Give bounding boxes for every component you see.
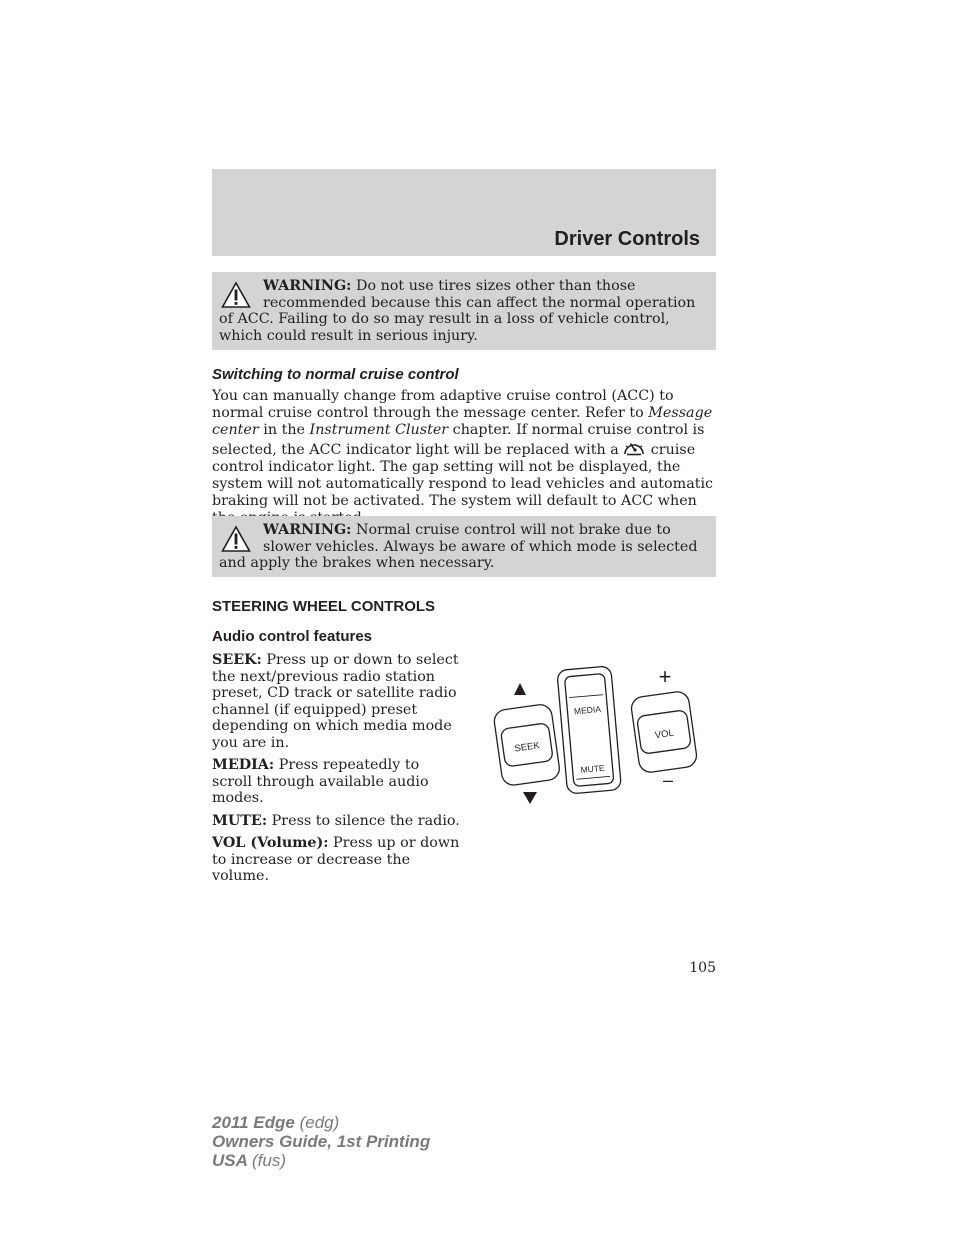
mute-label: MUTE <box>580 762 606 775</box>
mute-description <box>212 813 462 830</box>
term-label: VOL (Volume): <box>212 835 329 851</box>
footer-line <box>212 1151 430 1170</box>
subsection-heading: Switching to normal cruise control <box>212 366 459 383</box>
seek-description <box>212 652 462 751</box>
footer-region-code: (fus) <box>252 1151 286 1170</box>
vol-description <box>212 835 462 885</box>
audio-controls-description <box>212 652 462 891</box>
term-text: Press to silence the radio. <box>271 812 460 829</box>
section-title: Driver Controls <box>554 228 700 250</box>
warning-text: Do not use tires sizes other than those recommended because this can affect the normal operation of ACC. Failing to do so may result in a loss of vehicle control, which could result in serious injury. <box>219 278 696 344</box>
steering-wheel-controls-illustration <box>486 662 716 812</box>
reference-instrument-cluster: Instrument Cluster <box>309 422 449 438</box>
warning-label: WARNING: <box>263 522 352 538</box>
subsection-heading-audio: Audio control features <box>212 628 373 645</box>
document-footer <box>212 1113 430 1170</box>
warning-triangle-icon <box>221 281 251 309</box>
section-header-band <box>212 169 716 256</box>
text-run: in the <box>258 422 310 438</box>
footer-model-code: (edg) <box>299 1113 340 1132</box>
seek-up-arrow-icon <box>514 683 526 695</box>
warning-label: WARNING: <box>263 278 352 294</box>
seek-down-arrow-icon <box>523 792 537 804</box>
cruise-control-indicator-icon <box>621 439 647 459</box>
vol-label: VOL <box>654 727 675 742</box>
switching-paragraph <box>212 388 716 527</box>
volume-down-icon: – <box>662 770 674 790</box>
warning-box-tires <box>212 272 716 350</box>
term-text: Press up or down to select the next/previous radio station preset, CD track or satellite radio channel (if equipped) preset depending on which media mode you are in. <box>212 652 459 751</box>
footer-guide: Owners Guide, 1st Printing <box>212 1132 431 1151</box>
text-run: cruise control indicator light. The gap setting will not be displayed, the system will not automatically respond to lead vehicles and automatic braking will not be activated. The system will default to ACC when <box>212 442 714 509</box>
media-description <box>212 757 462 807</box>
reference-message-center: Message center <box>212 405 713 438</box>
page-number: 105 <box>689 960 716 976</box>
text-run: chapter. If normal cruise control is selected, the ACC indicator light will be replaced with a <box>212 422 705 458</box>
footer-region: USA <box>212 1151 248 1170</box>
term-label: SEEK: <box>212 652 262 668</box>
footer-line <box>212 1113 430 1132</box>
warning-text: Normal cruise control will not brake due to slower vehicles. Always be aware of which mode is selected and apply the brakes when necessary. <box>219 522 698 572</box>
term-text: Press up or down to increase or decrease the volume. <box>212 835 460 884</box>
warning-triangle-icon <box>221 525 251 553</box>
term-label: MEDIA: <box>212 757 275 773</box>
seek-label: SEEK <box>513 740 541 755</box>
term-text: Press repeatedly to scroll through available audio modes. <box>212 757 429 806</box>
section-heading-steering: STEERING WHEEL CONTROLS <box>212 598 436 615</box>
footer-model: 2011 Edge <box>212 1113 295 1132</box>
volume-up-icon: + <box>658 664 672 689</box>
media-label: MEDIA <box>573 703 602 717</box>
term-label: MUTE: <box>212 812 268 829</box>
warning-box-normal-cruise <box>212 516 716 577</box>
text-run: You can manually change from adaptive cruise control (ACC) to normal cruise control through the message center. Refer to <box>212 388 674 421</box>
